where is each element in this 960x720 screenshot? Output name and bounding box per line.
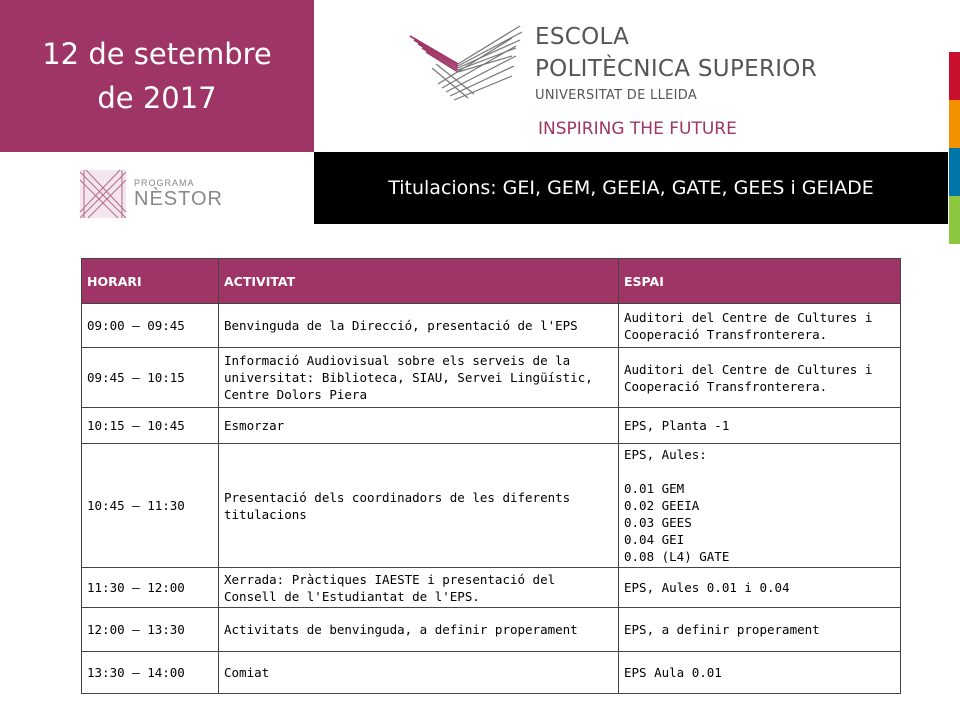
cell-space: Auditori del Centre de Cultures i Cooperació Transfronterera.	[619, 348, 901, 408]
space-item: 0.02 GEEIA	[624, 498, 700, 513]
cell-space	[619, 444, 901, 568]
date-line-1: 12 de setembre	[42, 37, 272, 71]
logo-university: UNIVERSITAT DE LLEIDA	[535, 88, 698, 103]
stripe-orange	[949, 100, 960, 148]
cell-space: EPS, Planta -1	[619, 408, 901, 444]
cell-activity: Esmorzar	[219, 408, 619, 444]
cell-activity: Xerrada: Pràctiques IAESTE i presentació del Consell de l'Estudiantat de l'EPS.	[219, 568, 619, 608]
header-horari: HORARI	[82, 259, 219, 304]
space-item: 0.08 (L4) GATE	[624, 549, 730, 564]
space-spacer	[624, 463, 895, 480]
brand-stripes	[949, 52, 960, 244]
nestor-logo	[78, 168, 238, 222]
cell-time: 09:45 – 10:15	[82, 348, 219, 408]
eps-wing-icon	[408, 24, 528, 104]
space-title: EPS, Aules:	[624, 447, 707, 462]
date-box	[0, 0, 314, 152]
logo-tagline: INSPIRING THE FUTURE	[538, 119, 737, 139]
table-row	[82, 304, 901, 348]
space-item: 0.01 GEM	[624, 481, 685, 496]
date-line-2: de 2017	[97, 81, 217, 115]
cell-space: Auditori del Centre de Cultures i Cooperació Transfronterera.	[619, 304, 901, 348]
cell-activity: Presentació dels coordinadors de les diferents titulacions	[219, 444, 619, 568]
cell-time: 13:30 – 14:00	[82, 652, 219, 694]
cell-time: 10:15 – 10:45	[82, 408, 219, 444]
table-header-row	[82, 259, 901, 304]
table-row	[82, 348, 901, 408]
table-row	[82, 444, 901, 568]
table-row	[82, 568, 901, 608]
cell-space: EPS Aula 0.01	[619, 652, 901, 694]
stripe-green	[949, 196, 960, 244]
header-espai: ESPAI	[619, 259, 901, 304]
cell-activity: Benvinguda de la Direcció, presentació de l'EPS	[219, 304, 619, 348]
stripe-red	[949, 52, 960, 100]
stripe-blue	[949, 148, 960, 196]
nestor-prefix: PROGRAMA	[134, 178, 195, 188]
title-text: Titulacions: GEI, GEM, GEEIA, GATE, GEES i GEIADE	[388, 177, 874, 199]
eps-logo	[380, 10, 820, 150]
cell-activity: Informació Audiovisual sobre els serveis de la universitat: Biblioteca, SIAU, Servei Lingüístic, Centre Dolors Piera	[219, 348, 619, 408]
cell-time: 09:00 – 09:45	[82, 304, 219, 348]
table-row	[82, 608, 901, 652]
cell-time: 10:45 – 11:30	[82, 444, 219, 568]
titulacions-title	[314, 152, 948, 224]
logo-school-name-2: POLITÈCNICA SUPERIOR	[535, 56, 817, 82]
header-activitat: ACTIVITAT	[219, 259, 619, 304]
cell-space: EPS, a definir properament	[619, 608, 901, 652]
cell-time: 11:30 – 12:00	[82, 568, 219, 608]
schedule-table	[81, 258, 901, 694]
cell-activity: Comiat	[219, 652, 619, 694]
cell-space: EPS, Aules 0.01 i 0.04	[619, 568, 901, 608]
table-row	[82, 652, 901, 694]
cell-time: 12:00 – 13:30	[82, 608, 219, 652]
table-row	[82, 408, 901, 444]
logo-school-name: ESCOLA	[535, 24, 630, 50]
space-item: 0.03 GEES	[624, 515, 692, 530]
cell-activity: Activitats de benvinguda, a definir properament	[219, 608, 619, 652]
nestor-mark-icon	[78, 168, 128, 220]
space-item: 0.04 GEI	[624, 532, 685, 547]
nestor-name: NÈSTOR	[134, 188, 223, 210]
